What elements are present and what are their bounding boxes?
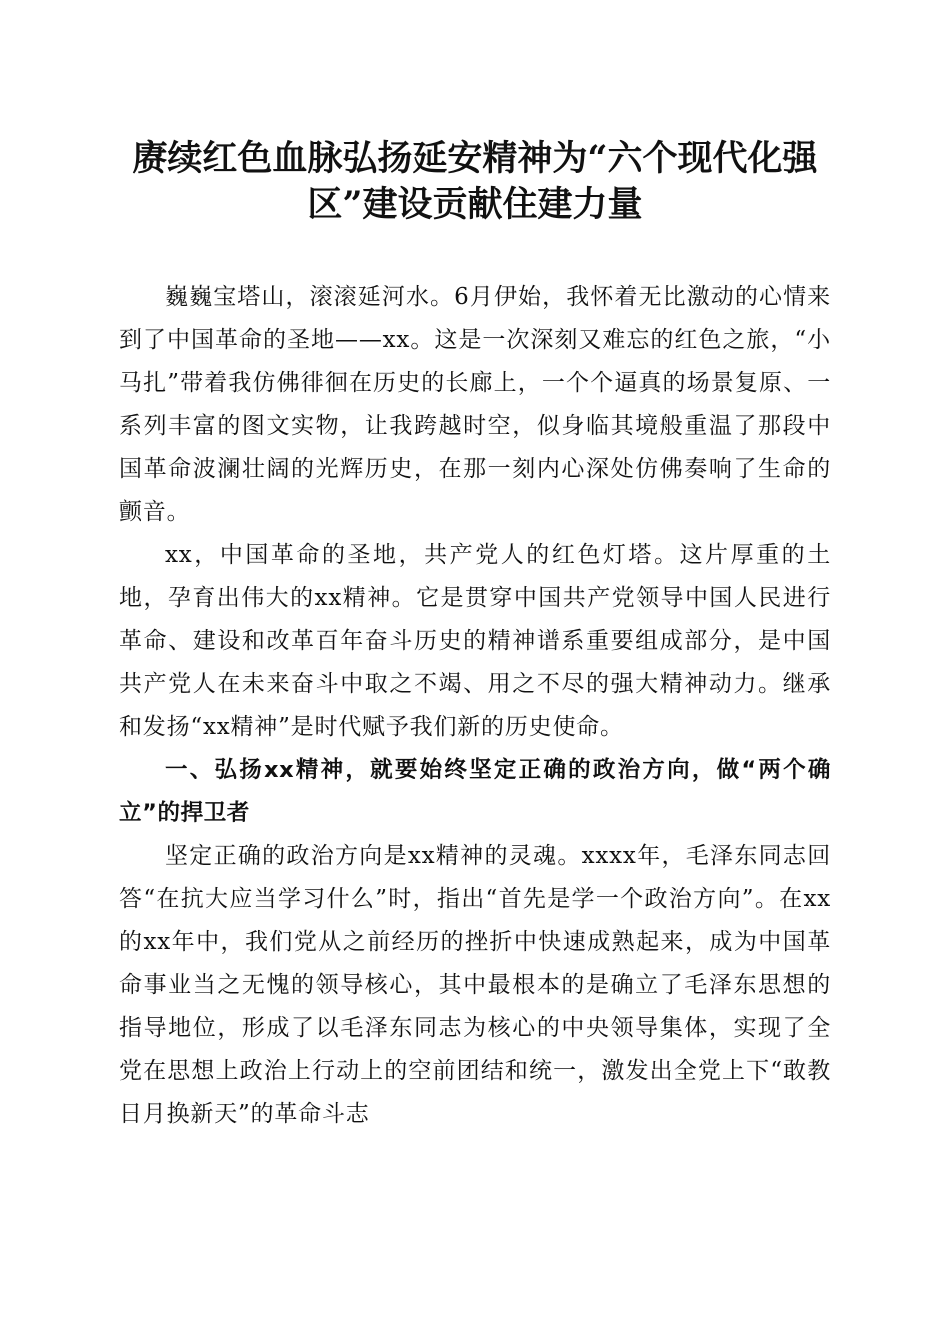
section-heading-1: 一、弘扬xx精神，就要始终坚定正确的政治方向，做“两个确立”的捍卫者 <box>119 757 831 826</box>
document-title <box>100 136 850 228</box>
paragraph-intro: 巍巍宝塔山，滚滚延河水。6月伊始，我怀着无比激动的心情来到了中国革命的圣地——xx。这是一次深刻又难忘的红色之旅，“小马扎”带着我仿佛徘徊在历史的长廊上，一个个逼真的场景复原、一系列丰富的图文实物，让我跨越时空，似身临其境般重温了那段中国革命波澜壮阔的光辉历史，在那一刻内心深处仿佛奏响了生命的颤音。 <box>119 284 831 525</box>
title-line-2: 区”建设贡献住建力量 <box>307 184 643 225</box>
document-body <box>119 276 831 1136</box>
paragraph-political-direction: 坚定正确的政治方向是xx精神的灵魂。xxxx年，毛泽东同志回答“在抗大应当学习什么”时，指出“首先是学一个政治方向”。在xx的xx年中，我们党从之前经历的挫折中快速成熟起来，成为中国革命事业当之无愧的领导核心，其中最根本的是确立了毛泽东思想的指导地位，形成了以毛泽东同志为核心的中央领导集体，实现了全党在思想上政治上行动上的空前团结和统一，激发出全党上下“敢教日月换新天”的革命斗志 <box>119 843 831 1127</box>
title-line-1: 赓续红色血脉弘扬延安精神为“六个现代化强 <box>132 138 818 179</box>
paragraph-yanan-spirit: xx，中国革命的圣地，共产党人的红色灯塔。这片厚重的土地，孕育出伟大的xx精神。它是贯穿中国共产党领导中国人民进行革命、建设和改革百年奋斗历史的精神谱系重要组成部分，是中国共产党人在未来奋斗中取之不竭、用之不尽的强大精神动力。继承和发扬“xx精神”是时代赋予我们新的历史使命。 <box>119 542 831 740</box>
